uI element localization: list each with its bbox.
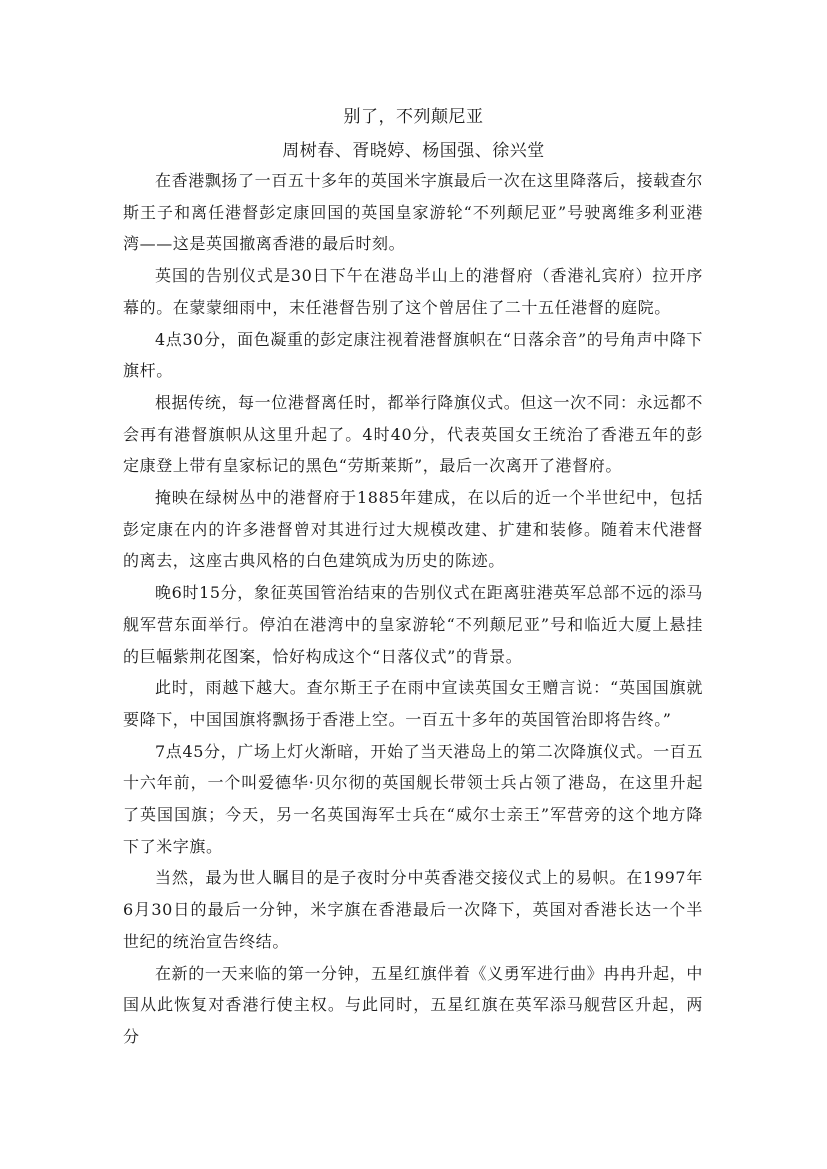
- paragraph-5: 掩映在绿树丛中的港督府于1885年建成，在以后的近一个半世纪中，包括彭定康在内的许多港督曾对其进行过大规模改建、扩建和装修。随着末代港督的离去，这座古典风格的白色建筑成为历史的陈迹。: [123, 488, 703, 571]
- article-body: [123, 165, 703, 1053]
- paragraph-2: 英国的告别仪式是30日下午在港岛半山上的港督府（香港礼宾府）拉开序幕的。在蒙蒙细雨中，末任港督告别了这个曾居住了二十五任港督的庭院。: [123, 266, 703, 317]
- article-title: 别了，不列颠尼亚: [343, 107, 484, 127]
- paragraph-9: 当然，最为世人瞩目的是子夜时分中英香港交接仪式上的易帜。在1997年6月30日的最后一分钟，米字旗在香港最后一次降下，英国对香港长达一个半世纪的统治宣告终结。: [123, 868, 703, 951]
- paragraph-4: 根据传统，每一位港督离任时，都举行降旗仪式。但这一次不同：永远都不会再有港督旗帜从这里升起了。4时40分，代表英国女王统治了香港五年的彭定康登上带有皇家标记的黑色“劳斯莱斯”，最后一次离开了港督府。: [123, 392, 703, 476]
- paragraph-1: 在香港飘扬了一百五十多年的英国米字旗最后一次在这里降落后，接载查尔斯王子和离任港督彭定康回国的英国皇家游轮“不列颠尼亚”号驶离维多利亚港湾——这是英国撤离香港的最后时刻。: [123, 171, 703, 254]
- paragraph-8: 7点45分，广场上灯火渐暗，开始了当天港岛上的第二次降旗仪式。一百五十六年前，一个叫爱德华·贝尔彻的英国舰长带领士兵占领了港岛，在这里升起了英国国旗；今天，另一名英国海军士兵在“威尔士亲王”军营旁的这个地方降下了米字旗。: [123, 741, 703, 856]
- paragraph-10: 在新的一天来临的第一分钟，五星红旗伴着《义勇军进行曲》冉冉升起，中国从此恢复对香港行使主权。与此同时，五星红旗在英军添马舰营区升起，两分: [123, 963, 703, 1046]
- article-authors: 周树春、胥晓婷、杨国强、徐兴堂: [282, 141, 545, 161]
- paragraph-7: 此时，雨越下越大。查尔斯王子在雨中宣读英国女王赠言说：“英国国旗就要降下，中国国旗将飘扬于香港上空。一百五十多年的英国管治即将告终。”: [123, 678, 703, 729]
- paragraph-6: 晚6时15分，象征英国管治结束的告别仪式在距离驻港英军总部不远的添马舰军营东面举行。停泊在港湾中的皇家游轮“不列颠尼亚”号和临近大厦上悬挂的巨幅紫荆花图案，恰好构成这个“日落仪式”的背景。: [123, 583, 703, 666]
- paragraph-3: 4点30分，面色凝重的彭定康注视着港督旗帜在“日落余音”的号角声中降下旗杆。: [123, 329, 703, 381]
